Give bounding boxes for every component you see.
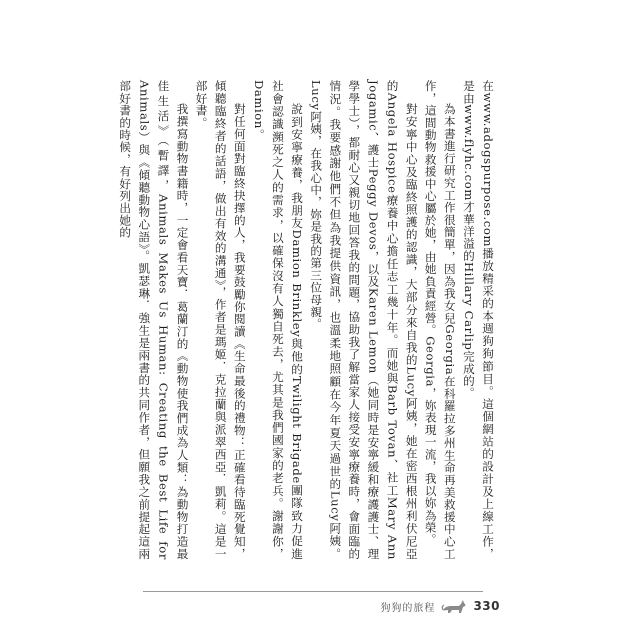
page-footer [380, 595, 500, 617]
paragraph-hospice-lucy: 對安寧中心及臨終照護的認識，大部分來自我的Lucy阿姨，她在密西根州利伏尼亞的Angela Hospice療養中心擔任志工幾十年。而她與Barb Tovan、社工Mary Ann Jogamic、護士Peggy Devos，以及Karen Lemon（她同時是安寧緩和療護護士、理學學士），都耐心又親切地回答我的問題，協助我了解當家人接受安寧療養時，會面臨的情況。我要感謝他們不但為我提供資訊，也溫柔地照顧在今年夏天過世的Lucy阿姨。Lucy阿姨，在我心中，妳是我的第三位母親。 [309, 80, 419, 560]
page-number: 330 [473, 599, 500, 613]
running-book-title: 狗狗的旅程 [380, 602, 436, 614]
footer-rule [143, 591, 483, 592]
paragraph-final-gifts: 對任何面對臨終抉擇的人，我要鼓勵你閱讀《生命最後的禮物：正確看待臨死覺知，傾聽臨終者的話語，做出有效的溝通》，作者是瑪姬．克拉蘭與派翠西亞．凱莉。這是一部好書。 [194, 80, 247, 560]
paragraph-temple-grandin: 我撰寫動物書籍時，一定會看天寶．葛蘭汀的《動物使我們成為人類：為動物打造最佳生活》（暫譯，Animals Makes Us Human: Creating the Best Life for Animals）與《傾聽動物心語》。凱瑟琳．強生是兩書的共同作者，但願我之前提起這兩部好書的時候，有好列出她的 [118, 80, 190, 560]
body-text [118, 80, 497, 560]
paragraph-research-georgia: 為本書進行研究工作很簡單，因為我女兒Georgia在科羅拉多州生命再美救援中心工作，這間動物救援中心屬於她，由她負責經營。Georgia，妳表現一流，我以妳為榮。 [423, 80, 457, 560]
dog-icon [441, 598, 467, 614]
paragraph-twilight-brigade: 說到安寧療養，我朋友Damion Brinkley與他的Twilight Brigade團隊致力促進社會認識瀕死之人的需求，以確保沒有人獨自死去，尤其是我們國家的老兵。謝謝你，Damion。 [251, 80, 305, 560]
paragraph-website-credit: 在www.adogspurpose.com播放精采的本週狗狗節目。這個網站的設計及上線工作，是由www.flyhc.com才華洋溢的Hillary Carlip完成的。 [461, 80, 495, 560]
